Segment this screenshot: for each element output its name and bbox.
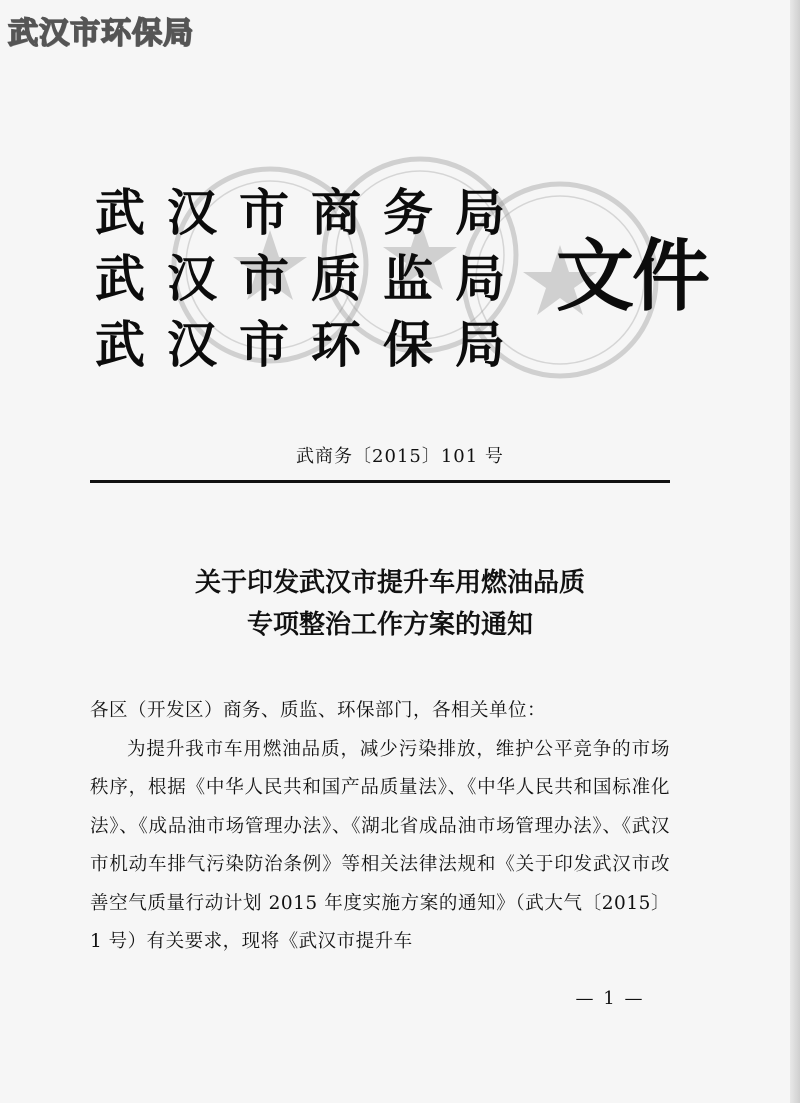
body-paragraph: 为提升我市车用燃油品质，减少污染排放，维护公平竞争的市场秩序，根据《中华人民共和国产品质量法》、《中华人民共和国标准化法》、《成品油市场管理办法》、《湖北省成品油市场管理办法》、《武汉市机动车排气污染防治条例》等相关法律法规和《关于印发武汉市改善空气质量行动计划 2015 年度实施方案的通知》（武大气〔2015〕1 号）有关要求，现将《武汉市提升车 bbox=[90, 738, 670, 952]
title-line-1: 关于印发武汉市提升车用燃油品质 bbox=[194, 568, 585, 598]
page-edge-shadow bbox=[790, 0, 800, 1103]
agency-quality: 武汉市质监局 bbox=[95, 250, 527, 308]
agency-environment: 武汉市环保局 bbox=[95, 316, 527, 374]
issuing-agencies bbox=[95, 180, 545, 378]
page-number: — 1 — bbox=[575, 988, 645, 1009]
title-line-2: 专项整治工作方案的通知 bbox=[246, 610, 533, 640]
salutation: 各区（开发区）商务、质监、环保部门，各相关单位： bbox=[90, 700, 547, 721]
document-title bbox=[0, 562, 780, 646]
document-number: 武商务〔2015〕101 号 bbox=[296, 446, 504, 467]
document-body bbox=[90, 692, 670, 962]
document-label: 文件 bbox=[556, 232, 709, 322]
agency-commerce: 武汉市商务局 bbox=[95, 184, 527, 242]
watermark: 武汉市环保局 bbox=[8, 16, 194, 51]
header-divider bbox=[90, 480, 670, 483]
